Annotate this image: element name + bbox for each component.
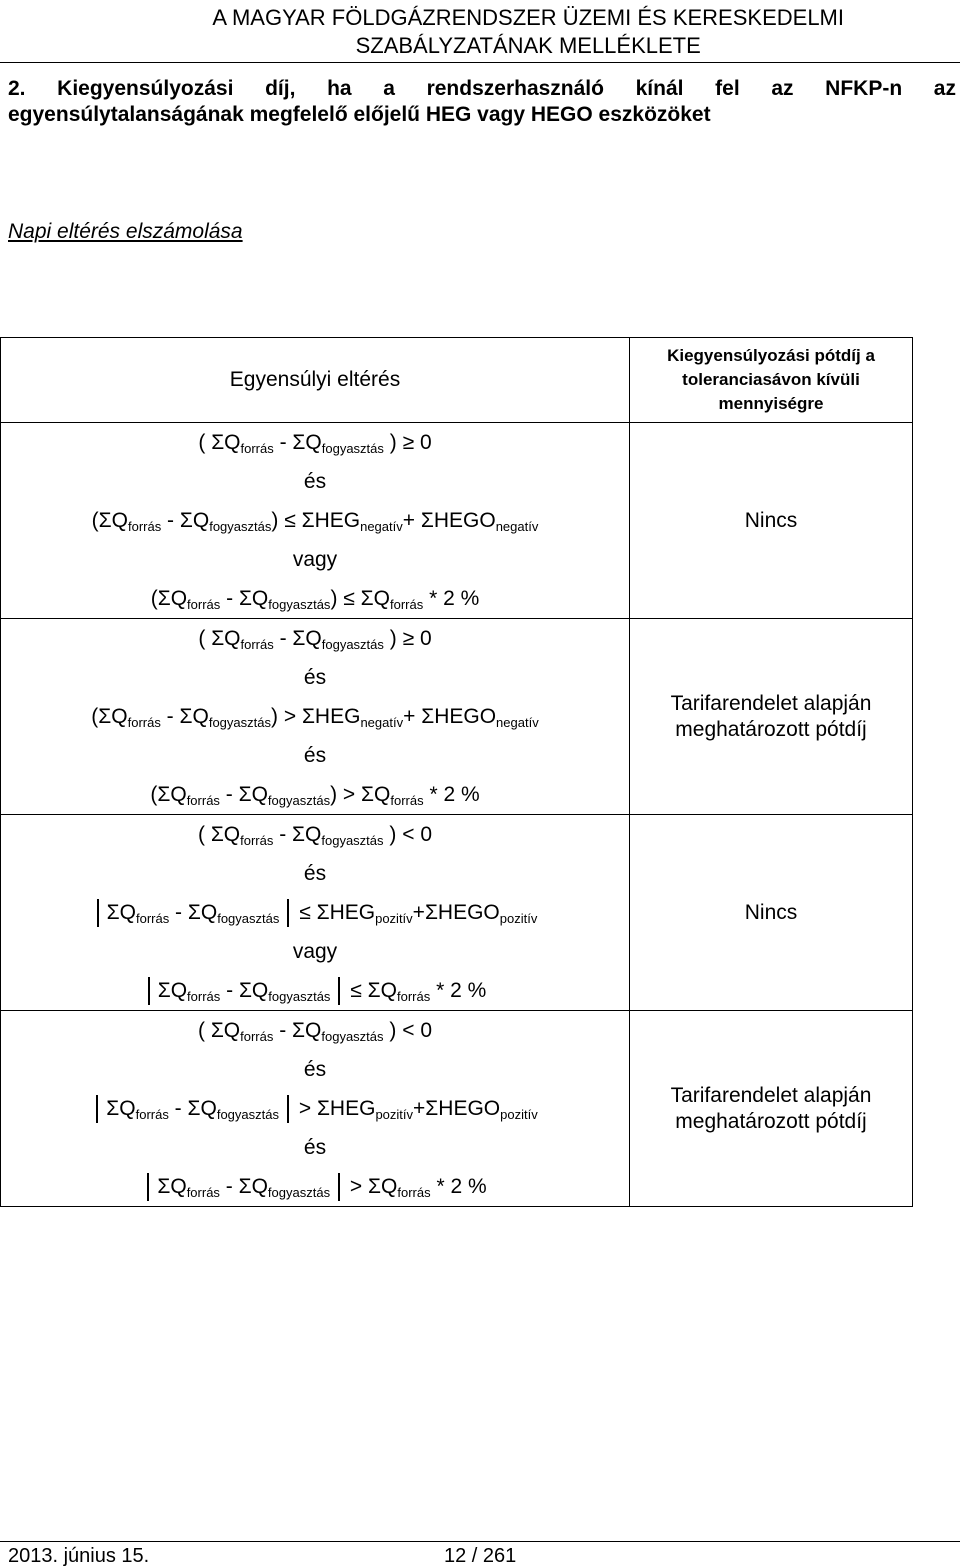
table-row [1,619,913,815]
absolute-value: $\Sigma Q_{forrás} - \Sigma Q_{fogyasztás}$ [96,1095,289,1123]
formula-line: ( $\Sigma Q_{forrás} - \Sigma Q_{fogyasztás}$ ) < 0 [197,823,433,848]
condition-cell [1,619,630,815]
formula-line: $\Sigma Q_{forrás} - \Sigma Q_{fogyasztás} > \Sigma Q_{forrás} * 2$ % [1,1167,629,1206]
connector-word: vagy [292,940,338,963]
section-heading [8,76,956,128]
formula-line: $\Sigma Q_{forrás} - \Sigma Q_{fogyasztás} \le \Sigma Q_{forrás} * 2$ % [1,971,629,1010]
formula-line: $(\Sigma Q_{forrás} - \Sigma Q_{fogyasztás}) > \Sigma Q_{forrás} * 2$ % [150,783,480,808]
formula-line: ( $\Sigma Q_{forrás} - \Sigma Q_{fogyasztás}$ ) < 0 [197,1019,433,1044]
surcharge-cell: Tarifarendelet alapján meghatározott pótdíj [630,1011,913,1207]
formula-line: $(\Sigma Q_{forrás} - \Sigma Q_{fogyasztás}) \le \Sigma Q_{forrás} * 2$ % [150,587,480,612]
header-divider [0,62,960,63]
formula-line: $\Sigma Q_{forrás} - \Sigma Q_{fogyasztás}$ ≤ $\Sigma HEG_{pozitív}+\Sigma HEGO_{pozitív}$ [1,893,629,932]
section-heading-line-1: 2. Kiegyensúlyozási díj, ha a rendszerhasználó kínál fel az NFKP-n az [8,77,956,100]
surcharge-cell: Nincs [630,423,913,619]
connector-word: vagy [292,548,338,571]
connector-word: és [303,470,327,493]
header-line-2: SZABÁLYZATÁNAK MELLÉKLETE [355,33,701,58]
connector-word: és [303,1058,327,1081]
column-header-balance-deviation: Egyensúlyi eltérés [1,338,630,423]
subtitle: Napi eltérés elszámolása [8,220,243,243]
connector-word: és [303,862,327,885]
absolute-value: $\Sigma Q_{forrás} - \Sigma Q_{fogyasztás}$ [147,1173,340,1201]
condition-cell [1,1011,630,1207]
footer-divider [0,1541,960,1542]
document-header [212,4,844,60]
connector-word: és [303,1136,327,1159]
formula-line: $\Sigma Q_{forrás} - \Sigma Q_{fogyasztás}$ > $\Sigma HEG_{pozitív}+\Sigma HEGO_{pozitív}$ [1,1089,629,1128]
settlement-table [0,337,913,1207]
condition-cell [1,423,630,619]
table-row [1,815,913,1011]
connector-word: és [303,666,327,689]
footer [8,1545,517,1568]
absolute-value: $\Sigma Q_{forrás} - \Sigma Q_{fogyasztás}$ [148,977,341,1005]
formula-line: $(\Sigma Q_{forrás} - \Sigma Q_{fogyasztás}) \le \Sigma HEG_{negatív}+$ $\Sigma HEGO_{negatív}$ [91,509,539,534]
footer-date: 2013. június 15. [8,1545,150,1567]
formula-line: ( $\Sigma Q_{forrás} - \Sigma Q_{fogyasztás}$ ) ≥ 0 [198,431,432,456]
header-line-1: A MAGYAR FÖLDGÁZRENDSZER ÜZEMI ÉS KERESKEDELMI [212,5,844,30]
table-row [1,423,913,619]
absolute-value: $\Sigma Q_{forrás} - \Sigma Q_{fogyasztás}$ [97,899,290,927]
surcharge-cell: Nincs [630,815,913,1011]
column-header-surcharge: Kiegyensúlyozási pótdíj a toleranciasávon kívüli mennyiségre [630,338,913,423]
formula-line: $(\Sigma Q_{forrás} - \Sigma Q_{fogyasztás}) > \Sigma HEG_{negatív}+$ $\Sigma HEGO_{negatív}$ [91,705,539,730]
table-row [1,1011,913,1207]
page-number: 12 / 261 [444,1545,517,1567]
surcharge-cell: Tarifarendelet alapján meghatározott pótdíj [630,619,913,815]
formula-line: ( $\Sigma Q_{forrás} - \Sigma Q_{fogyasztás}$ ) ≥ 0 [198,627,432,652]
section-heading-line-2: egyensúlytalanságának megfelelő előjelű HEG vagy HEGO eszközöket [8,103,711,126]
connector-word: és [303,744,327,767]
condition-cell [1,815,630,1011]
